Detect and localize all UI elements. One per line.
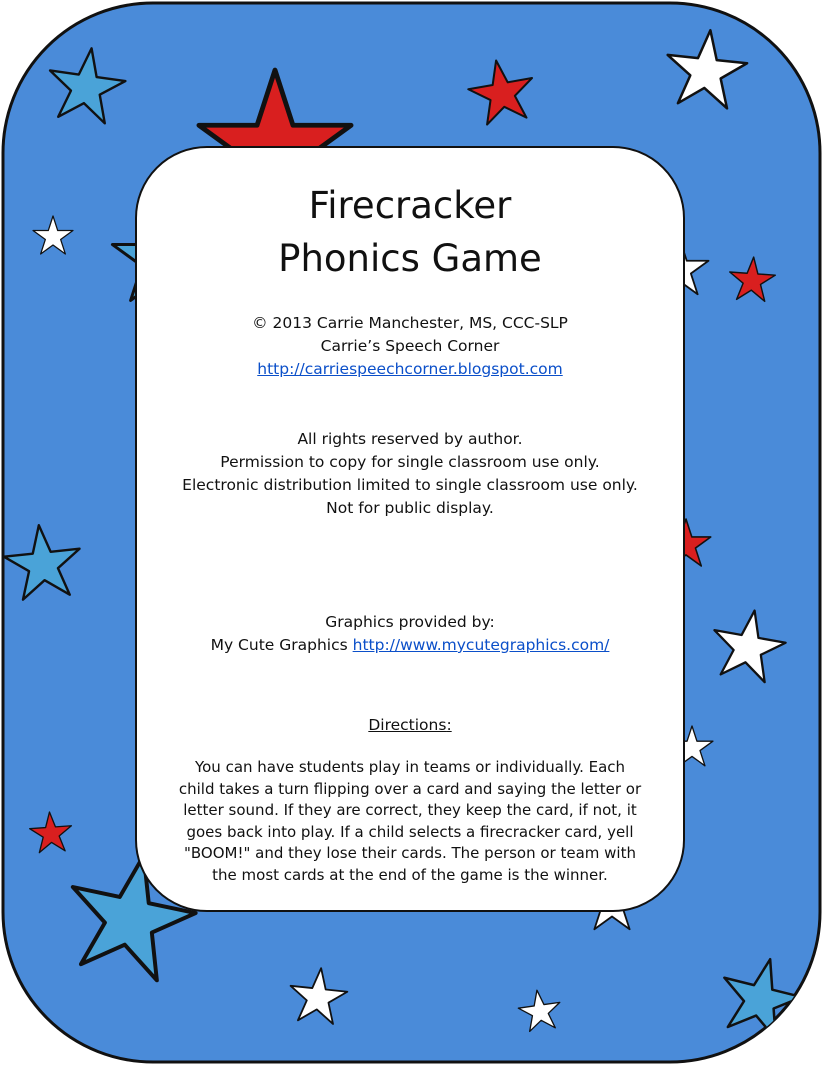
rights-line-4: Not for public display. [326,499,494,517]
rights-line-1: All rights reserved by author. [297,430,523,448]
content-card [135,146,685,912]
graphics-heading: Graphics provided by: [325,613,495,631]
rights-line-3: Electronic distribution limited to single classroom use only. [182,476,638,494]
page-title-line-2: Phonics Game [278,237,542,280]
directions-heading-text: Directions [368,716,447,734]
rights-line-2: Permission to copy for single classroom use only. [220,453,600,471]
copyright-block [167,312,653,381]
directions-heading [167,714,653,737]
blog-link[interactable]: http://carriespeechcorner.blogspot.com [257,360,563,378]
page-title-line-1: Firecracker [308,184,512,227]
directions-heading-colon: : [446,716,452,734]
graphics-credit [167,611,653,657]
graphics-provider: My Cute Graphics [210,636,348,654]
rights-block [167,428,653,520]
graphics-link[interactable]: http://www.mycutegraphics.com/ [352,636,610,654]
blog-name: Carrie’s Speech Corner [320,337,500,355]
copyright-line: © 2013 Carrie Manchester, MS, CCC-SLP [252,314,568,332]
directions-body: You can have students play in teams or individually. Each child takes a turn flipping over a card and saying the letter or letter sound. If they are correct, they keep the card, if not, it goes back into play. If a child selects a firecracker card, yell "BOOM!" and they lose their cards. The person or team with the most cards at the end of the game is the winner. [178,758,642,884]
